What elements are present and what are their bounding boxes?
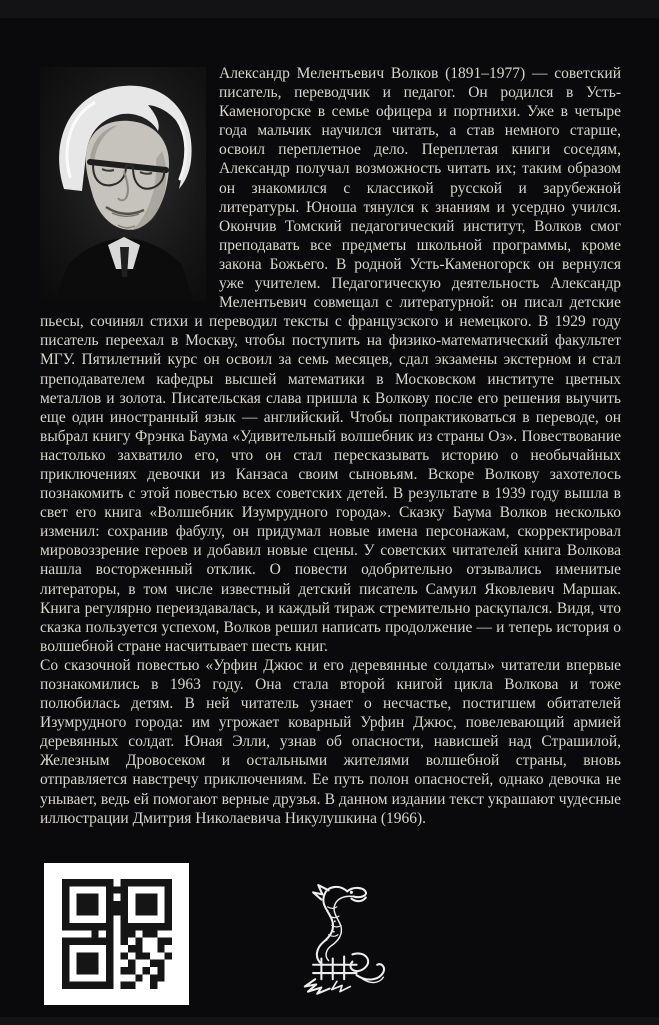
bio-paragraph-1: Александр Мелентьевич Волков (1891–1977) — советский писатель, переводчик и педагог. Он родился в Усть-Каменогорске в семье офицера и портнихи. Уже в четыре года мальчик научился читать, а став немного старше, освоил переплетное дело. Переплетая книги соседям, Александр получал возможность читать их; таким образом он знакомился с классикой русской и зарубежной литературы. Юноша тянулся к знаниям и усердно учился. Окончив Томский педагогический институт, Волков смог преподавать все предметы школьной программы, кроме закона Божьего. В родной Усть-Каменогорск он вернулся уже учителем. Педагогическую деятельность Александр Мелентьевич совмещал с литературной: он писал детские пьесы, сочинял стихи и переводил тексты с французского и немецкого. В 1929 году писатель переехал в Москву, чтобы поступить на физико-математический факультет МГУ. Пятилетний курс он освоил за семь месяцев, сдал экзамены экстерном и стал преподавателем кафедры высшей математики в Московском институте цветных металлов и золота. Писательская слава пришла к Волкову после его решения выучить еще один иностранный язык — английский. Чтобы попрактиковаться в переводе, он выбрал книгу Фрэнка Баума «Удивительный волшебник из страны Оз». Повествование настолько захватило его, что он стал пересказывать историю о необычайных приключениях девочки из Канзаса своим сыновьям. Вскоре Волкову захотелось познакомить с этой повестью всех советских детей. В результате в 1939 году вышла в свет его книга «Волшебник Изумрудного города». Сказку Баума Волков несколько изменил: сохранив фабулу, он придумал новые имена персонажам, скорректировал мировоззрение героев и добавил новые сцены. У советских читателей книга Волкова нашла восторженный отклик. О повести одобрительно отзывались именитые литераторы, в том числе известный детский писатель Самуил Яковлевич Маршак. Книга регулярно переиздавалась, и каждый тираж стремительно раскупался. Видя, что сказка пользуется успехом, Волков решил написать продолжение — и теперь история о волшебной стране насчитывает шесть книг. (40, 65, 621, 655)
qr-code (44, 863, 189, 1005)
cover-edge-top (0, 0, 659, 18)
author-bio-text (40, 64, 621, 828)
bio-paragraph-2: Со сказочной повестью «Урфин Джюс и его деревянные солдаты» читатели впервые познакомились в 1963 году. Она стала второй книгой цикла Волкова и тоже полюбилась детям. В ней читатель узнает о несчастье, постигшем обитателей Изумрудного города: им угрожает коварный Урфин Джюс, повелевающий армией деревянных солдат. Юная Элли, узнав об опасности, нависшей над Страшилой, Железным Дровосеком и остальными жителями волшебной страны, вновь отправляется навстречу приключениям. Ее путь полон опасностей, однако девочка не унывает, ведь ей помогают верные друзья. В данном издании текст украшают чудесные иллюстрации Дмитрия Николаевича Никулушкина (1966). (40, 656, 621, 827)
cover-edge-bottom (0, 1017, 659, 1025)
publisher-dragon-logo-icon (288, 882, 392, 1002)
portrait-illustration (40, 67, 206, 301)
author-portrait-photo (40, 67, 206, 301)
qr-code-svg (62, 879, 172, 989)
